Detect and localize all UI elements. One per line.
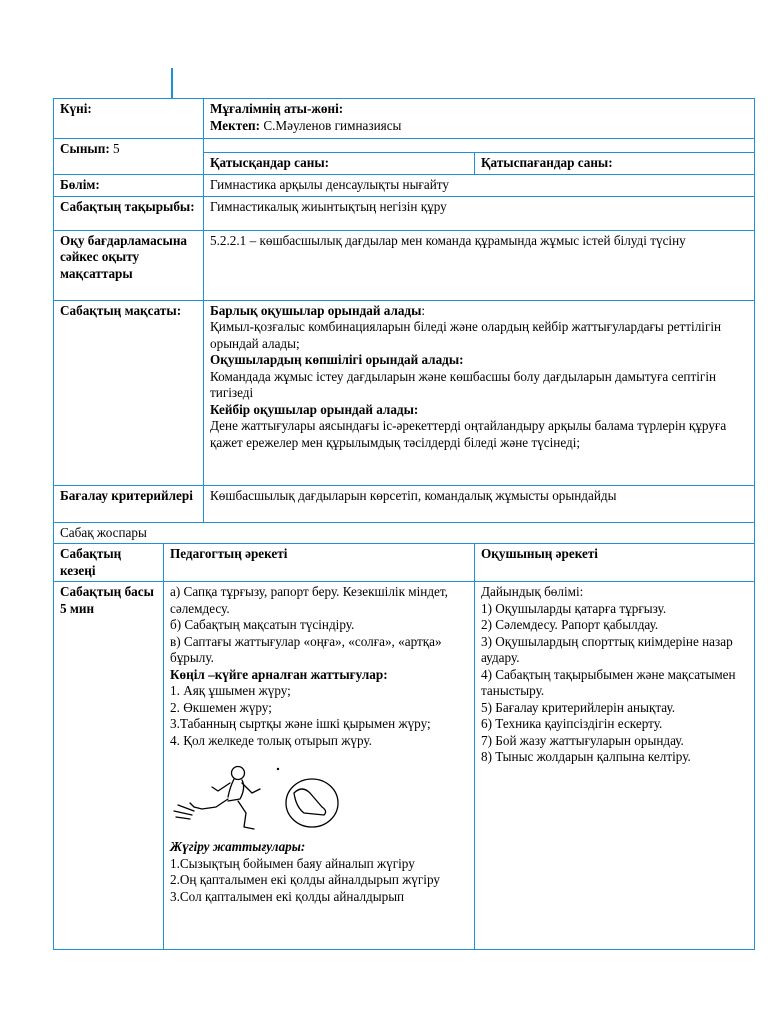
teacher-line: а) Сапқа тұрғызу, рапорт беру. Кезекшілік міндет, сәлемдесу. [170, 584, 448, 616]
teacher-line: б) Сабақтың мақсатын түсіндіру. [170, 617, 355, 632]
teacher-line: в) Саптағы жаттығулар «оңға», «солға», «артқа» бұрылу. [170, 633, 442, 665]
class-value: 5 [113, 141, 120, 156]
student-item: 7) Бой жазу жаттығуларын орындау. [481, 732, 684, 748]
mood-item: 1. Аяқ ұшымен жүру; [170, 683, 291, 698]
goals-some-heading: Кейбір оқушылар орындай алады: [210, 401, 419, 417]
running-figure-illustration [172, 763, 342, 833]
col-stage-header: Сабақтың кезеңі [54, 544, 164, 582]
criteria-label: Бағалау критерийлері [54, 485, 204, 522]
topic-value: Гимнастикалық жиынтықтың негізін құру [204, 196, 755, 230]
objectives-value: 5.2.2.1 – көшбасшылық дағдылар мен команда құрамында жұмыс істей білуді түсіну [204, 230, 755, 300]
teacher-school-cell [204, 99, 755, 139]
teacher-label: Мұғалімнің аты-жөні: [210, 101, 344, 116]
school-label: Мектеп: [210, 117, 261, 133]
topic-label: Сабақтың тақырыбы: [54, 196, 204, 230]
student-item: 6) Техника қауіпсіздігін ескерту. [481, 716, 663, 731]
plan-title: Сабақ жоспары [54, 522, 755, 544]
goals-all-text: Қимыл-қозғалыс комбинацияларын біледі және олардың кейбір жаттығулардағы реттілігін орындай алады; [210, 319, 722, 351]
absent-count-label: Қатыспағандар саны: [475, 153, 755, 175]
student-item: 2) Сәлемдесу. Рапорт қабылдау. [481, 617, 659, 632]
mood-item: 2. Өкшемен жүру; [170, 699, 272, 715]
col-student-header: Оқушының әрекеті [475, 544, 755, 582]
student-item: 1) Оқушыларды қатарға тұрғызу. [481, 600, 667, 616]
goals-all-heading: Барлық оқушылар орындай алады [210, 302, 422, 318]
goals-some-text: Дене жаттығулары аясындағы іс-әрекеттерді оңтайландыру арқылы балама түрлерін құруға қажет ережелер мен құрылымдық тәсілдерді біледі және түсінеді; [210, 418, 727, 450]
lesson-plan-table [53, 98, 755, 950]
stage-time: 5 мин [60, 600, 95, 616]
stage-cell [54, 582, 164, 950]
date-label: Күні: [54, 99, 204, 139]
student-item: 5) Бағалау критерийлерін анықтау. [481, 699, 676, 715]
stage-name: Сабақтың басы [60, 584, 154, 599]
student-heading: Дайындық бөлімі: [481, 584, 584, 599]
student-item: 4) Сабақтың тақырыбымен және мақсатымен таныстыру. [481, 666, 736, 698]
empty-cell [204, 139, 755, 153]
teacher-actions-cell [164, 582, 475, 950]
present-count-label: Қатысқандар саны: [204, 153, 475, 175]
goals-label: Сабақтың мақсаты: [54, 300, 204, 485]
mood-item: 3.Табанның сыртқы және ішкі қырымен жүру; [170, 716, 431, 731]
goals-most-heading: Оқушылардың көпшілігі орындай алады: [210, 352, 464, 367]
section-label: Бөлім: [54, 175, 204, 197]
mood-heading: Көңіл –күйге арналған жаттығулар: [170, 666, 388, 682]
run-item: 1.Сызықтың бойымен баяу айналып жүгіру [170, 855, 415, 871]
objectives-label: Оқу бағдарламасына сәйкес оқыту мақсаттары [54, 230, 204, 300]
student-actions-cell [475, 582, 755, 950]
section-value: Гимнастика арқылы денсаулықты нығайту [204, 175, 755, 197]
school-value: С.Мәуленов гимназиясы [263, 117, 402, 133]
goals-all-colon: : [421, 302, 426, 318]
student-item: 8) Тыныс жолдарын қалпына келтіру. [481, 749, 691, 764]
run-item: 2.Оң қапталымен екі қолды айналдырып жүгіру [170, 872, 440, 887]
goals-cell [204, 300, 755, 485]
col-teacher-header: Педагогтың әрекеті [164, 544, 475, 582]
mood-item: 4. Қол желкеде толық отырып жүру. [170, 732, 372, 748]
run-item: 3.Сол қапталымен екі қолды айналдырып [170, 888, 405, 904]
student-item: 3) Оқушылардың спорттық киімдеріне назар аудару. [481, 633, 733, 665]
class-label: Сынып: [60, 141, 110, 156]
run-heading: Жүгіру жаттығулары: [170, 839, 306, 854]
class-cell [54, 139, 204, 175]
goals-most-text: Командада жұмыс істеу дағдыларын және көшбасшы болу дағдыларын дамытуға септігін тигізеді [210, 368, 717, 400]
criteria-value: Көшбасшылық дағдыларын көрсетіп, командалық жұмысты орындайды [204, 485, 755, 522]
margin-line [171, 68, 173, 98]
